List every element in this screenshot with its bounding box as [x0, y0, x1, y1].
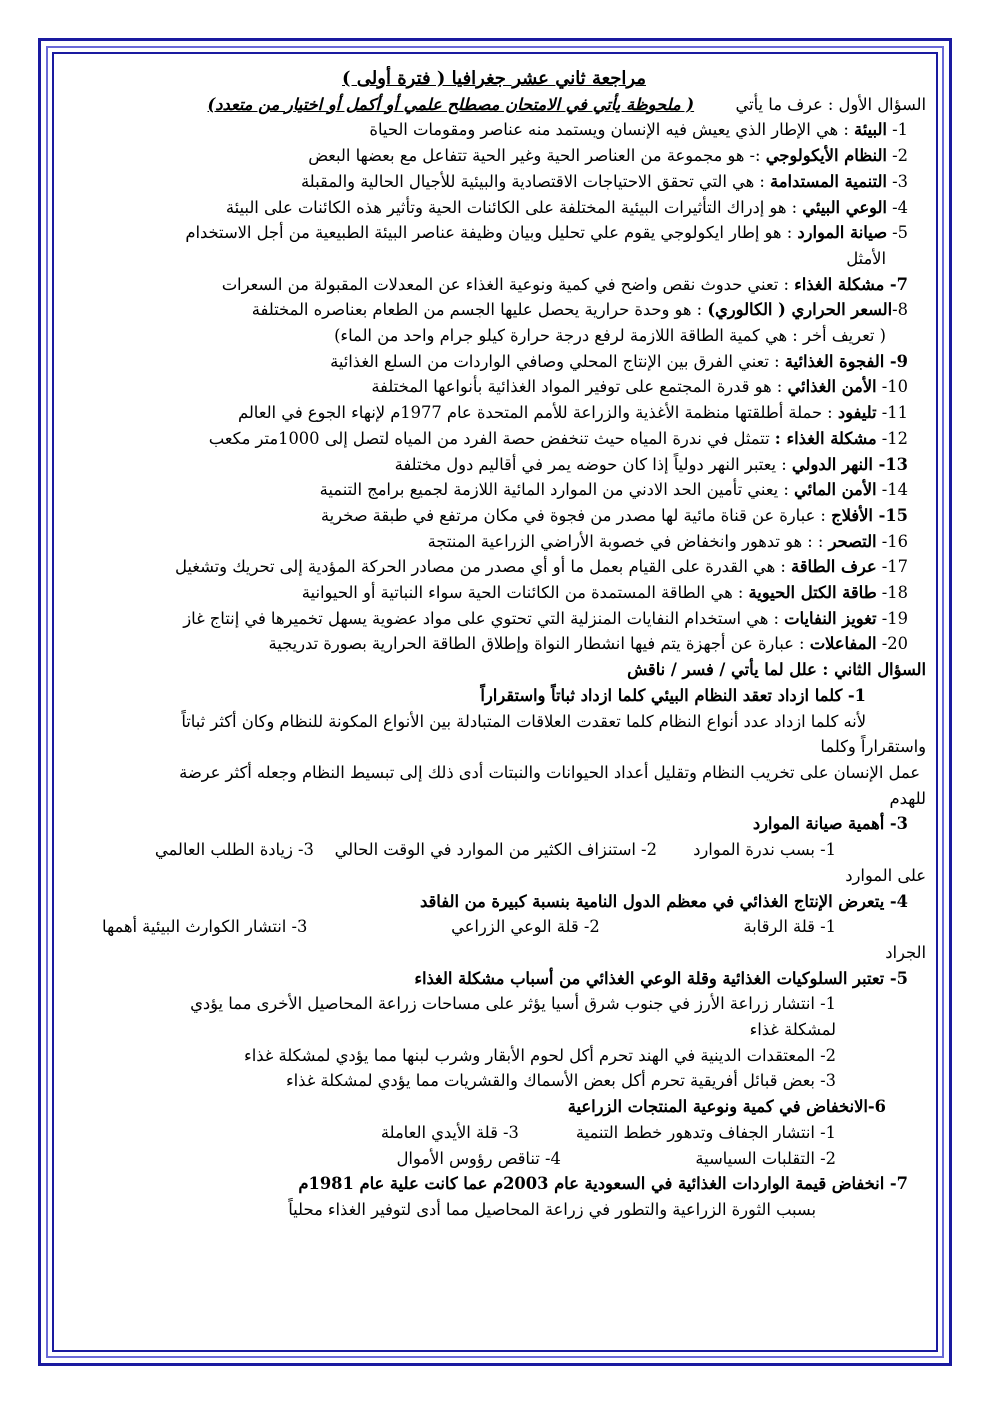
definition-item: 11- تليفود : حملة أطلقتها منظمة الأغذية والزراعة للأمم المتحدة عام 1977م لإنهاء الجوع في العالم [237, 403, 908, 423]
definition-item: 4- الوعي البيئي : هو إدراك التأثيرات البيئية المختلفة على الكائنات الحية وتأثير هذه الكائنات على البيئة [225, 197, 908, 217]
reason-4-points: 1- قلة الرقابة 2- قلة الوعي الزراعي 3- انتشار الكوارث البيئية أهمها [102, 917, 836, 937]
reason-6-points: 2- التقلبات السياسية 4- تناقص رؤوس الأموال [396, 1148, 836, 1168]
definition-item: 20- المفاعلات : عبارة عن أجهزة يتم فيها انشطار النواة وإطلاق الطاقة الحرارية بصورة تدريجية [268, 634, 908, 654]
reason-6-title: 6-الانخفاض في كمية ونوعية المنتجات الزراعية [567, 1097, 886, 1117]
definition-item: 1- البيئة : هي الإطار الذي يعيش فيه الإنسان ويستمد منه عناصر ومقومات الحياة [369, 120, 908, 140]
definition-item: 8-السعر الحراري ( الكالوري) : هو وحدة حرارية يحصل عليها الجسم من الطعام بعناصره المختلفة [251, 300, 908, 320]
reason-7-title: 7- انخفاض قيمة الواردات الغذائية في السعودية عام 2003م عما كانت علية عام 1981م [298, 1174, 908, 1194]
definition-item: 14- الأمن المائي : يعني تأمين الحد الادني من الموارد المائية اللازمة لجميع برامج التنمية [319, 480, 908, 500]
reason-1-text: للهدم [889, 788, 926, 808]
question-2-heading: السؤال الثاني : علل لما يأتي / فسر / ناقش [627, 660, 926, 680]
reason-1-text: لأنه كلما ازداد عدد أنواع النظام كلما تعقدت العلاقات المتبادلة بين الأنواع المكونة للنظام وكان أكثر ثباتاً [181, 711, 866, 731]
reason-5-point: 2- المعتقدات الدينية في الهند تحرم أكل لحوم الأبقار وشرب لبنها مما يؤدي لمشكلة غذاء [244, 1045, 836, 1065]
reason-5-point: 3- بعض قبائل أفريقية تحرم أكل بعض الأسماك والقشريات مما يؤدي لمشكلة غذاء [286, 1071, 836, 1091]
reason-5-continuation: لمشكلة غذاء [749, 1020, 836, 1040]
reason-6-points: 1- انتشار الجفاف وتدهور خطط التنمية 3- قلة الأيدي العاملة [380, 1122, 836, 1142]
definition-item: 15- الأفلاج : عبارة عن قناة مائية لها مصدر من فجوة في مكان مرتفع في طبقة صخرية [320, 505, 908, 525]
worksheet-content [62, 66, 926, 1223]
definition-item: 13- النهر الدولي : يعتبر النهر دولياً إذا كان حوضه يمر في أقاليم دول مختلفة [394, 454, 908, 474]
reason-5-title: 5- تعتبر السلوكيات الغذائية وقلة الوعي الغذائي من أسباب مشكلة الغذاء [414, 968, 908, 988]
reason-1-title: 1- كلما ازداد تعقد النظام البيئي كلما ازداد ثباتاً واستقراراً [480, 685, 866, 705]
definition-item: 10- الأمن الغذائي : هو قدرة المجتمع على توفير المواد الغذائية بأنواعها المختلفة [371, 377, 908, 397]
question-1-header [62, 92, 926, 118]
page-title: مراجعة ثاني عشر جغرافيا ( فترة أولى ) [341, 68, 646, 89]
reason-3-points: 1- بسب ندرة الموارد 2- استنزاف الكثير من الموارد في الوقت الحالي 3- زيادة الطلب العالمي [154, 840, 836, 860]
reason-7-text: بسبب الثورة الزراعية والتطور في زراعة المحاصيل مما أدى لتوفير الغذاء محلياً [288, 1199, 816, 1219]
definition-item: 3- التنمية المستدامة : هي التي تحقق الاحتياجات الاقتصادية والبيئية للأجيال الحالية والمقبلة [300, 171, 908, 191]
reason-1-text: عمل الإنسان على تخريب النظام وتقليل أعداد الحيوانات والنبتات أدى ذلك إلى تبسيط النظام وجعله أكثر عرضة [179, 762, 920, 782]
reason-3-continuation: على الموارد [845, 865, 926, 885]
definition-continuation: الأمثل [846, 248, 886, 268]
definition-item: 9- الفجوة الغذائية : تعني الفرق بين الإنتاج المحلي وصافي الواردات من السلع الغذائية [330, 351, 908, 371]
question-1-heading: السؤال الأول : عرف ما يأتي [735, 94, 926, 114]
reason-1-text: واستقراراً وكلما [820, 737, 926, 757]
definition-item: 12- مشكلة الغذاء : تتمثل في ندرة المياه حيث تنخفض حصة الفرد من المياه لتصل إلى 1000متر مكعب [208, 428, 908, 448]
reason-3-title: 3- أهمية صيانة الموارد [752, 814, 908, 834]
definition-item: 19- تغويز النفايات : هي استخدام النفايات المنزلية التي تحتوي على مواد عضوية يسهل تخميرها في إنتاج غاز [183, 608, 908, 628]
definition-item: 2- النظام الأيكولوجي :- هو مجموعة من العناصر الحية وغير الحية تتفاعل مع بعضها البعض [308, 146, 908, 166]
definition-item: 5- صيانة الموارد : هو إطار ايكولوجي يقوم علي تحليل وبيان وظيفة عناصر البيئة الطبيعية من أجل الاستخدام [185, 223, 908, 243]
reason-4-continuation: الجراد [885, 942, 926, 962]
definition-item: 17- عرف الطاقة : هي القدرة على القيام بعمل ما أو أي مصدر من مصادر الحركة المؤدية إلى تحريك وتشغيل [175, 557, 908, 577]
alternative-definition: ( تعريف أخر : هي كمية الطاقة اللازمة لرفع درجة حرارة كيلو جرام واحد من الماء) [334, 326, 886, 346]
exam-note: ( ملحوظة يأتي في الامتحان مصطلح علمي أو أكمل أو اختيار من متعدد) [207, 94, 695, 114]
reason-4-title: 4- يتعرض الإنتاج الغذائي في معظم الدول النامية بنسبة كبيرة من الفاقد [419, 891, 908, 911]
definition-item: 16- التصحر : : هو تدهور وانخفاض في خصوبة الأراضي الزراعية المنتجة [427, 531, 908, 551]
definition-item: 18- طاقة الكتل الحيوية : هي الطاقة المستمدة من الكائنات الحية سواء النباتية أو الحيوانية [301, 583, 908, 603]
reason-5-point: 1- انتشار زراعة الأرز في جنوب شرق أسيا يؤثر على مساحات زراعة المحاصيل الأخرى مما يؤدي [190, 994, 836, 1014]
definition-item: 7- مشكلة الغذاء : تعني حدوث نقص واضح في كمية ونوعية الغذاء عن المعدلات المقبولة من السعرات [221, 274, 908, 294]
